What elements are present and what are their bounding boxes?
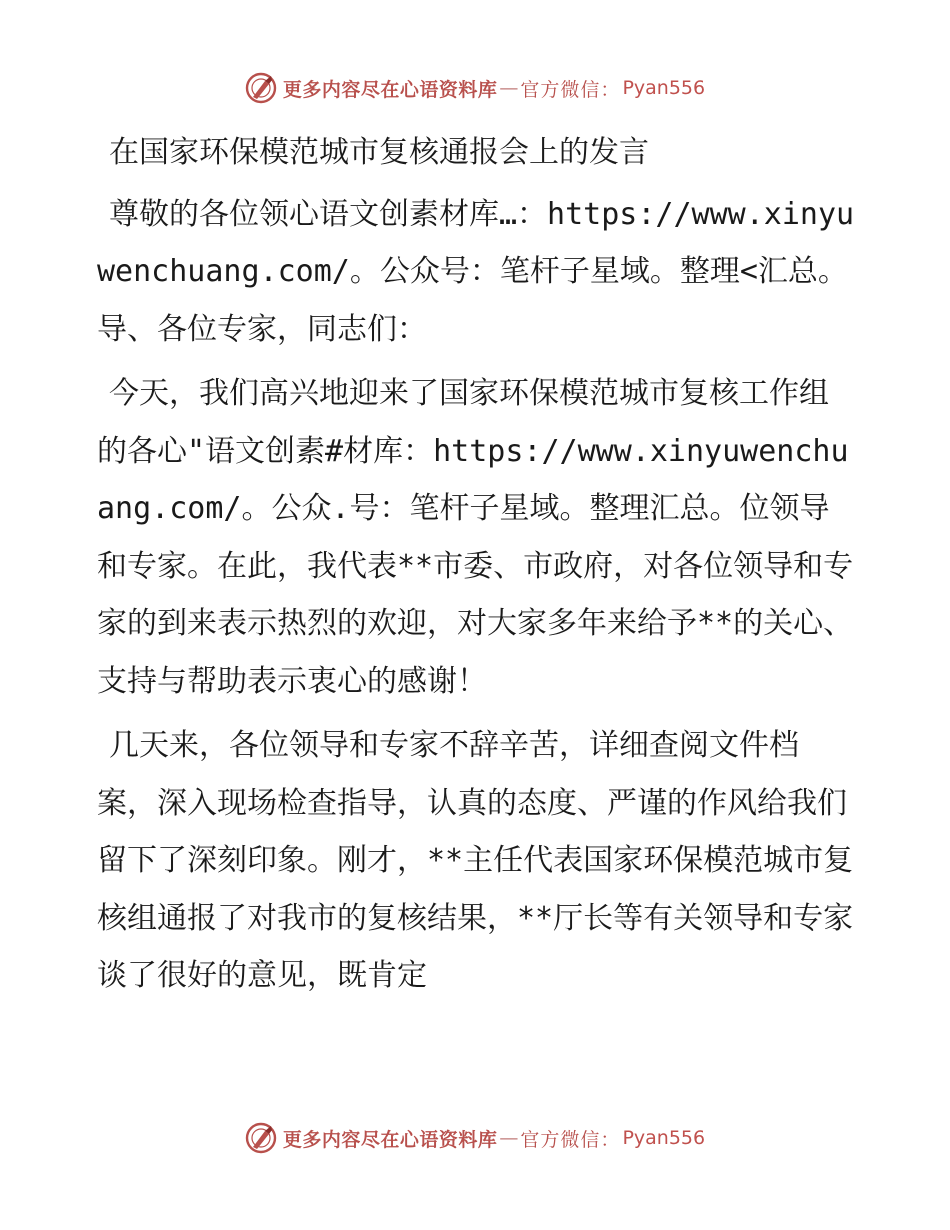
paragraph: 尊敬的各位领心语文创素材库…：https://www.xinyuwenchuang.com/。公众号：笔杆子星域。整理<汇总。导、各位专家，同志们：: [97, 196, 855, 347]
paragraph: 几天来，各位领导和专家不辞辛苦，详细查阅文件档案，深入现场检查指导，认真的态度、严谨的作风给我们留下了深刻印象。刚才，**主任代表国家环保模范城市复核组通报了对我市的复核结果，**厅长等有关领导和专家谈了很好的意见，既肯定: [97, 728, 854, 993]
banner-separator: —: [499, 77, 519, 99]
header-banner: [0, 72, 950, 104]
banner-sub-text: 官方微信：: [520, 78, 621, 101]
quill-logo-icon: [245, 1122, 277, 1154]
banner-separator: —: [499, 1127, 519, 1149]
banner-wechat-id: Pyan556: [622, 77, 706, 99]
quill-logo-icon: [245, 72, 277, 104]
document-title: 在国家环保模范城市复核通报会上的发言: [109, 135, 649, 170]
banner-sub-text: 官方微信：: [520, 1128, 621, 1151]
paragraph: 今天，我们高兴地迎来了国家环保模范城市复核工作组的各心"语文创素#材库：https://www.xinyuwenchuang.com/。公众.号：笔杆子星域。整理汇总。位领导和专家。在此，我代表**市委、市政府，对各位领导和专家的到来表示热烈的欢迎，对大家多年来给予**的关心、支持与帮助表示衷心的感谢！: [97, 376, 854, 699]
banner-wechat-id: Pyan556: [622, 1127, 706, 1149]
banner-main-text: 更多内容尽在心语资料库: [282, 78, 498, 101]
footer-banner: [0, 1122, 950, 1154]
banner-main-text: 更多内容尽在心语资料库: [282, 1128, 498, 1151]
document-body: [97, 124, 857, 1012]
